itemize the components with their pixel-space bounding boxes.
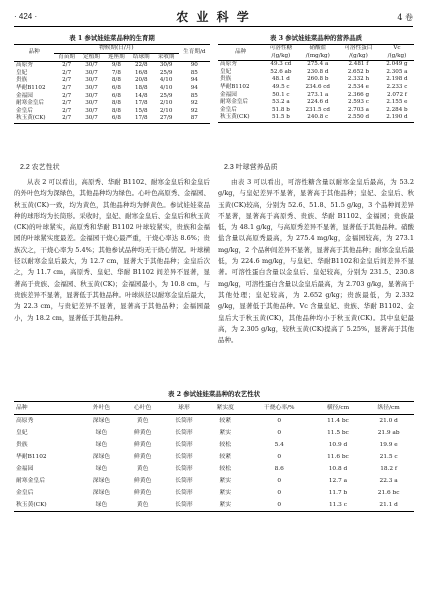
table2-cell: 深绿色 — [92, 490, 111, 496]
table1-variety-cell: 金皇后 — [16, 107, 33, 114]
table1-cell: 17/8 — [134, 100, 148, 107]
table2-caption: 表 2 参试娃娃菜品种的农艺性状 — [168, 390, 260, 398]
table-row — [14, 463, 414, 475]
table3-header: Vc — [393, 45, 401, 51]
table-row — [218, 69, 414, 77]
table3-cell: 48.1 d — [271, 76, 290, 83]
table2-cell: 深绿色 — [92, 454, 111, 460]
table1-cell: 16/8 — [134, 69, 148, 76]
table2-variety-cell: 皇妃 — [16, 430, 28, 436]
table1-cell: 2/7 — [62, 62, 72, 69]
table3-cell: 2.155 e — [386, 99, 408, 106]
table3-cell: 224.6 d — [307, 99, 329, 106]
table1-cell: 25/9 — [159, 92, 173, 99]
table2-cell: 0 — [277, 430, 282, 436]
table2-cell: 长筒形 — [175, 454, 193, 460]
table2-cell: 紧实 — [219, 502, 232, 508]
table2-cell: 黄色 — [136, 466, 149, 472]
table2-cell: 21.9 ab — [377, 430, 400, 436]
table1-cell: 2/7 — [62, 84, 72, 91]
table2-cell: 11.5 bc — [327, 430, 349, 436]
table3-cell: 2.072 f — [387, 91, 407, 98]
header-rule — [14, 26, 413, 27]
table1-cell: 2/10 — [159, 107, 173, 114]
table3-cell: 52.6 ab — [270, 68, 292, 75]
table1-cell: 2/7 — [62, 100, 72, 107]
section-2-3-text: 由表 3 可以看出，可溶性糖含量以耐寒金皇后最高，为 53.2 g/kg，与皇妃差异不显著，显著高于其他品种；皇妃、金皇后、秋玉黄(CK)较高，分别为 52.6、51.8、51.5 g/kg，3 个品种间差异不显著，显著高于高原秀、贵族、华耐 B1102、金福园；贵族最低，为 48.1 g/kg，与高原秀差异不显著，显著低于其他品种。硝酸盐含量以高原秀最高，为 275.4 mg/kg，金福园较高，为 273.1 mg/kg，2 个品种间差异不显著，显著高于其他品种；耐寒金皇后最低，为 224.6 mg/kg，与皇妃、华耐B1102和金皇后间差异不显著。可溶性蛋白含量以金皇后、皇妃较高，分别为 231.5、230.8 mg/kg，可溶性蛋白含量以金皇后最高，为 2.703 g/kg，显著高于其他处理；皇妃较高，为 2.652 g/kg；贵族最低，为 2.332 g/kg，显著低于其他品种。Vc 含量皇妃、贵族、华耐 B1102、金皇后大于秋玉黄(CK)，其他品种均小于秋玉黄(CK)。其中皇妃最高，为 2.305 g/kg，较秋玉黄(CK)提高了 5.25%，显著高于其他品种。 — [218, 178, 414, 345]
table1-cell: 20/8 — [134, 77, 148, 84]
table2-header: 纵径/cm — [377, 405, 400, 411]
section-2-2-title: 2.2 农艺性状 — [20, 164, 60, 171]
table1-variety-cell: 耐寒金皇后 — [16, 100, 44, 107]
table3-variety-cell: 华耐B1102 — [220, 83, 250, 90]
table3-variety-cell: 秋玉黄(CK) — [220, 114, 250, 121]
table2-cell: 长筒形 — [175, 442, 193, 448]
table3-cell: 2.284 b — [386, 106, 408, 113]
table1-cell: 94 — [190, 77, 198, 84]
page-number: · 424 · — [14, 12, 38, 21]
table1 — [14, 44, 210, 124]
table1-cell: 94 — [190, 84, 198, 91]
table-row — [14, 70, 210, 78]
table-row — [14, 77, 210, 85]
table3-variety-cell: 皇妃 — [220, 68, 232, 75]
table2-cell: 长筒形 — [175, 490, 193, 496]
table1-cell: 4/10 — [159, 84, 173, 91]
table2-header: 品种 — [16, 405, 28, 411]
table1-cell: 92 — [190, 107, 198, 114]
table2-cell: 8.6 — [274, 466, 284, 472]
table1-col-days: 生育期/d — [183, 49, 206, 56]
table1-cell: 27/9 — [159, 115, 173, 122]
table1-subheader: 定植期 — [83, 53, 100, 60]
table2-header: 球形 — [178, 405, 190, 411]
table-row — [14, 100, 210, 108]
table2-cell: 长筒形 — [175, 502, 193, 508]
table2-header: 紧实度 — [216, 405, 234, 411]
table1-cell: 6/8 — [111, 92, 121, 99]
table1-cell: 30/7 — [85, 100, 98, 107]
table2-variety-cell: 华耐B1102 — [16, 454, 47, 460]
table1-cell: 30/7 — [85, 69, 98, 76]
table1-cell: 2/7 — [62, 115, 72, 122]
table3-cell: 240.8 c — [307, 114, 329, 121]
table1-cell: 30/7 — [85, 77, 98, 84]
table2-cell: 12.7 a — [328, 478, 348, 484]
table2-header: 外叶色 — [92, 405, 111, 411]
table-row — [218, 99, 414, 107]
table3-variety-cell: 贵族 — [220, 76, 232, 83]
table3-cell: 2.534 e — [347, 83, 369, 90]
table2-cell: 较紧 — [219, 418, 232, 424]
table3-cell: 2.550 d — [347, 114, 370, 121]
table1-cell: 17/8 — [134, 115, 148, 122]
table3-caption: 表 3 参试娃娃菜品种的营养品质 — [270, 34, 362, 42]
table1-cell: 85 — [190, 69, 198, 76]
table1-cell: 30/7 — [85, 84, 98, 91]
table1-cell: 2/7 — [62, 69, 72, 76]
table3-cell: 2.198 d — [386, 76, 408, 83]
table2-cell: 11.6 bc — [327, 454, 349, 460]
table1-cell: 4/10 — [159, 77, 173, 84]
table1-col-variety: 品种 — [28, 49, 40, 56]
table3-variety-cell: 金福园 — [220, 91, 237, 98]
table2-cell: 0 — [277, 454, 282, 460]
table-row — [218, 114, 414, 122]
table2-cell: 11.4 bc — [327, 418, 349, 424]
table3-cell: 50.1 c — [272, 91, 290, 98]
table3-header: 可溶性蛋白 — [344, 45, 373, 51]
table2-variety-cell: 金福园 — [16, 466, 34, 472]
table-row — [14, 487, 414, 499]
section-2-3-title: 2.3 叶球营养品质 — [224, 164, 278, 171]
table3-header-unit: /(g/kg) — [387, 52, 407, 59]
journal-title: 农 业 科 学 — [176, 10, 251, 24]
table3-cell: 51.5 b — [271, 114, 290, 121]
table3-header: 可溶性糖 — [269, 45, 293, 51]
table3-cell: 2.366 g — [347, 91, 370, 98]
table-row — [14, 439, 414, 451]
table2-cell: 0 — [277, 478, 282, 484]
table-row — [218, 76, 414, 84]
table3-cell: 2.190 d — [386, 114, 408, 121]
table-row — [218, 61, 414, 69]
table3-variety-cell: 耐寒金皇后 — [220, 99, 248, 106]
table1-cell: 2/7 — [62, 92, 72, 99]
table3-cell: 51.8 b — [271, 106, 290, 113]
table3-cell: 2.049 g — [386, 61, 408, 68]
table1-cell: 90 — [190, 62, 198, 69]
table2-cell: 21.1 d — [379, 502, 398, 508]
table2-cell: 长筒形 — [175, 430, 193, 436]
table1-subheader: 采收期 — [157, 53, 175, 60]
table2-cell: 22.3 a — [379, 478, 398, 484]
section-2-2-text: 从表 2 可以看出，高原秀、华耐 B1102、耐寒金皇后和金皇后的外叶色均为深绿色，其他品种均为绿色。心叶色高原秀、金福园、秋玉黄(CK)一致，均为黄色，其他品种均为鲜黄色。参试娃娃菜品种的球形均为长筒形。采收时，皇妃、耐寒金皇后、金皇后和秋玉黄(CK)的叶球紧实，高原秀和华耐 B1102 叶球较紧实，贵族和金福园的叶球紧实度最差。金福园干烧心最严重，干烧心率达 8.6%；贵族次之，干烧心率为 5.4%；其他参试品种均无干烧心情况。叶球横径以耐寒金皇后最大，为 12.7 cm，显著大于其他品种；金皇后次之，为 11.7 cm，高原秀、皇妃、华耐 B1102 间差异不显著，显著高于贵族、金福园、秋玉黄(CK)；金福园最小，为 10.8 cm，与贵族差异不显著，显著低于其他品种。叶球纵径以耐寒金皇后最大，为 22.3 cm，与贵妃差异不显著，显著高于其他品种；金福园最小，为 18.2 cm，显著低于其他品种。 — [14, 178, 210, 322]
table-row — [14, 115, 210, 123]
table-row — [14, 427, 414, 439]
table2-cell: 10.9 d — [328, 442, 348, 448]
table1-cell: 87 — [190, 115, 198, 122]
table1-group-header: 物候期(日/月) — [54, 45, 178, 54]
table1-variety-cell: 皇妃 — [16, 69, 28, 76]
table3-header-unit: /(g/kg) — [271, 52, 291, 59]
table1-cell: 18/8 — [134, 84, 148, 91]
table2-cell: 长筒形 — [175, 466, 193, 472]
table2-cell: 19.9 e — [379, 442, 398, 448]
table3-header-unit: /(mg/kg) — [305, 52, 330, 59]
table2-cell: 长筒形 — [175, 418, 193, 424]
table2-cell: 11.3 c — [328, 502, 347, 508]
table3-cell: 2.332 h — [347, 76, 370, 83]
table1-cell: 6/8 — [111, 115, 121, 122]
table2-cell: 较松 — [219, 466, 232, 472]
table2-cell: 深绿色 — [92, 418, 111, 424]
table1-variety-cell: 金福园 — [16, 92, 33, 99]
table3-cell: 2.593 c — [347, 99, 369, 106]
table2-cell: 绿色 — [95, 502, 108, 508]
table1-cell: 25/9 — [159, 69, 173, 76]
table2-cell: 黄色 — [136, 502, 149, 508]
table2-cell: 长筒形 — [175, 478, 193, 484]
table2-cell: 紧实 — [219, 430, 232, 436]
table2-header: 横径/cm — [326, 405, 350, 411]
table1-cell: 30/9 — [159, 62, 173, 69]
table2-cell: 紧实 — [219, 478, 232, 484]
table1-cell: 2/7 — [62, 77, 72, 84]
table2-cell: 鲜黄色 — [134, 430, 152, 436]
table2-cell: 18.2 f — [380, 466, 398, 472]
table3-cell: 275.4 a — [307, 61, 329, 68]
volume-label: 4 卷 — [397, 13, 413, 22]
table2-variety-cell: 高原秀 — [16, 418, 34, 424]
table1-variety-cell: 贵族 — [16, 77, 28, 84]
table3-cell: 231.5 cd — [305, 106, 331, 113]
table3-col-variety: 品种 — [234, 48, 247, 55]
table2-cell: 21.6 bc — [377, 490, 400, 496]
table2-header: 干烧心率/% — [263, 405, 295, 411]
table2-cell: 0 — [277, 502, 282, 508]
table2-cell: 紧实 — [219, 490, 232, 496]
table2-cell: 11.7 b — [328, 490, 348, 496]
table1-cell: 8/8 — [111, 100, 121, 107]
table-row — [14, 451, 414, 463]
table1-subheader: 育苗期 — [58, 53, 76, 60]
table1-variety-cell: 高原秀 — [16, 62, 33, 69]
table2-variety-cell: 秋玉黄(CK) — [16, 502, 47, 508]
table1-cell: 30/7 — [85, 92, 98, 99]
table3-header: 硝酸盐 — [309, 45, 327, 51]
table2-cell: 鲜黄色 — [134, 442, 152, 448]
table3-cell: 273.1 a — [307, 91, 329, 98]
table3 — [218, 44, 414, 123]
table3-cell: 49.5 c — [272, 83, 290, 90]
table2-cell: 5.4 — [274, 442, 284, 448]
table1-cell: 92 — [190, 100, 198, 107]
table1-caption: 表 1 参试娃娃菜品种的生育期 — [69, 34, 155, 42]
table2-cell: 21.5 c — [379, 454, 398, 460]
table1-variety-cell: 华耐B1102 — [16, 84, 46, 91]
table1-cell: 30/7 — [85, 107, 98, 114]
table3-cell: 2.703 a — [347, 106, 369, 113]
table2-cell: 较紧 — [219, 454, 232, 460]
table1-cell: 85 — [190, 92, 198, 99]
table3-variety-cell: 金皇后 — [220, 106, 237, 113]
table1-cell: 2/7 — [62, 107, 72, 114]
table2-variety-cell: 贵族 — [16, 442, 28, 448]
table3-cell: 2.652 b — [347, 68, 370, 75]
table2-cell: 绿色 — [95, 466, 108, 472]
table2-cell: 深绿色 — [92, 478, 111, 484]
table1-subheader: 结球期 — [132, 53, 150, 60]
table2-cell: 黄色 — [136, 418, 149, 424]
table2-cell: 鲜黄色 — [134, 478, 152, 484]
table1-cell: 9/8 — [111, 62, 121, 69]
table1-cell: 30/7 — [85, 115, 98, 122]
table3-cell: 2.481 f — [348, 61, 369, 68]
table1-variety-cell: 秋玉黄(CK) — [16, 115, 46, 122]
table1-cell: 6/8 — [111, 84, 121, 91]
table1-cell: 7/8 — [111, 69, 121, 76]
table1-cell: 15/8 — [134, 107, 148, 114]
table1-cell: 30/7 — [85, 62, 98, 69]
table2-cell: 绿色 — [95, 430, 108, 436]
table-row — [14, 85, 210, 93]
page-header — [14, 8, 413, 26]
table3-cell: 230.8 d — [307, 68, 329, 75]
table2 — [14, 401, 414, 512]
table1-cell: 14/8 — [134, 92, 148, 99]
table3-cell: 2.233 c — [386, 83, 408, 90]
table3-cell: 260.8 b — [307, 76, 329, 83]
table2-cell: 0 — [277, 490, 282, 496]
table1-cell: 22/8 — [134, 62, 148, 69]
table2-cell: 较松 — [219, 442, 232, 448]
table2-cell: 21.0 d — [379, 418, 398, 424]
table2-header: 心叶色 — [134, 405, 152, 411]
table3-cell: 53.2 a — [272, 99, 290, 106]
table1-cell: 2/10 — [159, 100, 173, 107]
table-row — [14, 415, 414, 428]
table2-cell: 绿色 — [95, 442, 108, 448]
table2-variety-cell: 耐寒金皇后 — [16, 478, 45, 484]
table2-cell: 鲜黄色 — [134, 454, 152, 460]
table3-cell: 49.3 cd — [270, 61, 292, 68]
table3-cell: 2.305 a — [386, 68, 408, 75]
table1-cell: 8/8 — [111, 107, 121, 114]
table-row — [14, 499, 414, 512]
table1-cell: 8/8 — [111, 77, 121, 84]
table2-cell: 0 — [277, 418, 282, 424]
table3-cell: 234.6 cd — [305, 83, 331, 90]
table2-cell: 鲜黄色 — [134, 490, 152, 496]
table-row — [14, 62, 210, 70]
table2-cell: 10.8 d — [328, 466, 348, 472]
table1-subheader: 莲座期 — [107, 53, 125, 60]
table-row — [14, 475, 414, 487]
table-row — [218, 84, 414, 92]
table3-header-unit: /(g/kg) — [349, 52, 368, 59]
table3-variety-cell: 高原秀 — [220, 61, 237, 68]
table2-variety-cell: 金皇后 — [16, 490, 34, 496]
